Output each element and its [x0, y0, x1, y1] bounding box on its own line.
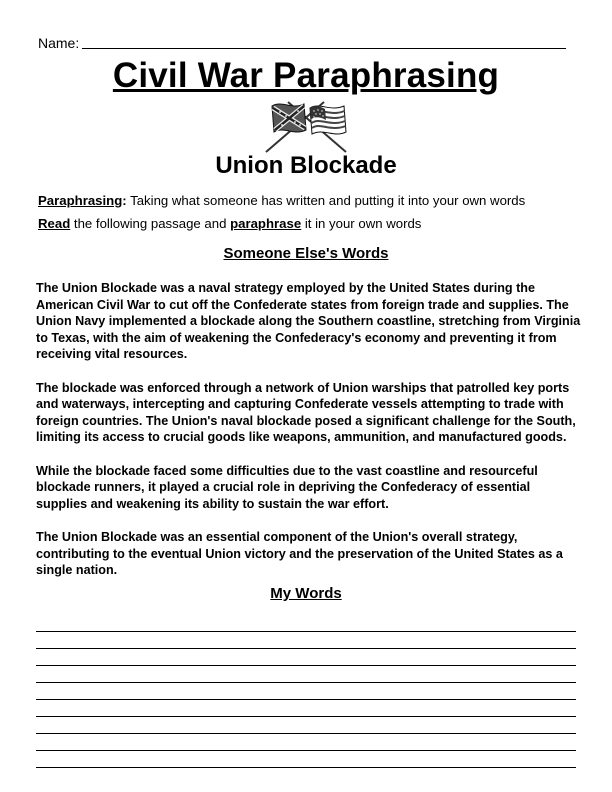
writing-line[interactable]: [36, 733, 576, 734]
union-flag-icon: [310, 106, 346, 134]
definition-colon: :: [122, 193, 127, 208]
instruction-paraphrase: paraphrase: [230, 216, 302, 231]
passage-paragraph: The blockade was enforced through a network of Union warships that patrolled key ports and waterways, intercepting and capturing Confederate vessels attempting to trade with foreign countries. The Union's naval blockade posed a significant challenge for the South, limiting its access to crucial goods like weapons, ammunition, and manufactured goods.: [36, 380, 576, 444]
definition-text: Taking what someone has written and putting it into your own words: [126, 193, 526, 208]
my-words-heading: My Words: [270, 585, 342, 602]
someone-else-heading: Someone Else's Words: [223, 245, 389, 262]
writing-line[interactable]: [36, 699, 576, 700]
writing-line[interactable]: [36, 716, 576, 717]
name-label: Name:: [38, 35, 80, 51]
definition-term: Paraphrasing: [38, 193, 123, 208]
worksheet-subtitle: Union Blockade: [215, 152, 397, 179]
worksheet-title: Civil War Paraphrasing: [112, 56, 500, 95]
writing-line[interactable]: [36, 750, 576, 751]
crossed-flags-icon: [254, 96, 358, 154]
passage: [36, 280, 581, 596]
passage-paragraph: The Union Blockade was a naval strategy employed by the United States during the American Civil War to cut off the Confederate states from foreign trade and supplies. The Union Navy implemented a blockade along the Southern coastline, stretching from Virginia to Texas, with the aim of weakening the Confederacy's economy and preventing it from receiving vital resources.: [36, 281, 581, 361]
writing-line[interactable]: [36, 648, 576, 649]
instruction-text-2: it in your own words: [301, 216, 422, 231]
writing-line[interactable]: [36, 767, 576, 768]
writing-line[interactable]: [36, 665, 576, 666]
instruction-line: [38, 216, 421, 231]
writing-line[interactable]: [36, 682, 576, 683]
instruction-text-1: the following passage and: [70, 216, 231, 231]
definition-line: [38, 193, 525, 208]
passage-paragraph: The Union Blockade was an essential component of the Union's overall strategy, contributing to the eventual Union victory and the preservation of the United States as a single nation.: [36, 530, 563, 577]
passage-paragraph: While the blockade faced some difficulties due to the vast coastline and resourceful blockade runners, it played a crucial role in depriving the Confederacy of essential supplies and weakening its ability to sustain the war effort.: [36, 463, 538, 511]
name-field[interactable]: [82, 48, 566, 49]
writing-line[interactable]: [36, 631, 576, 632]
instruction-read: Read: [38, 216, 71, 231]
confederate-flag-icon: [272, 104, 306, 132]
